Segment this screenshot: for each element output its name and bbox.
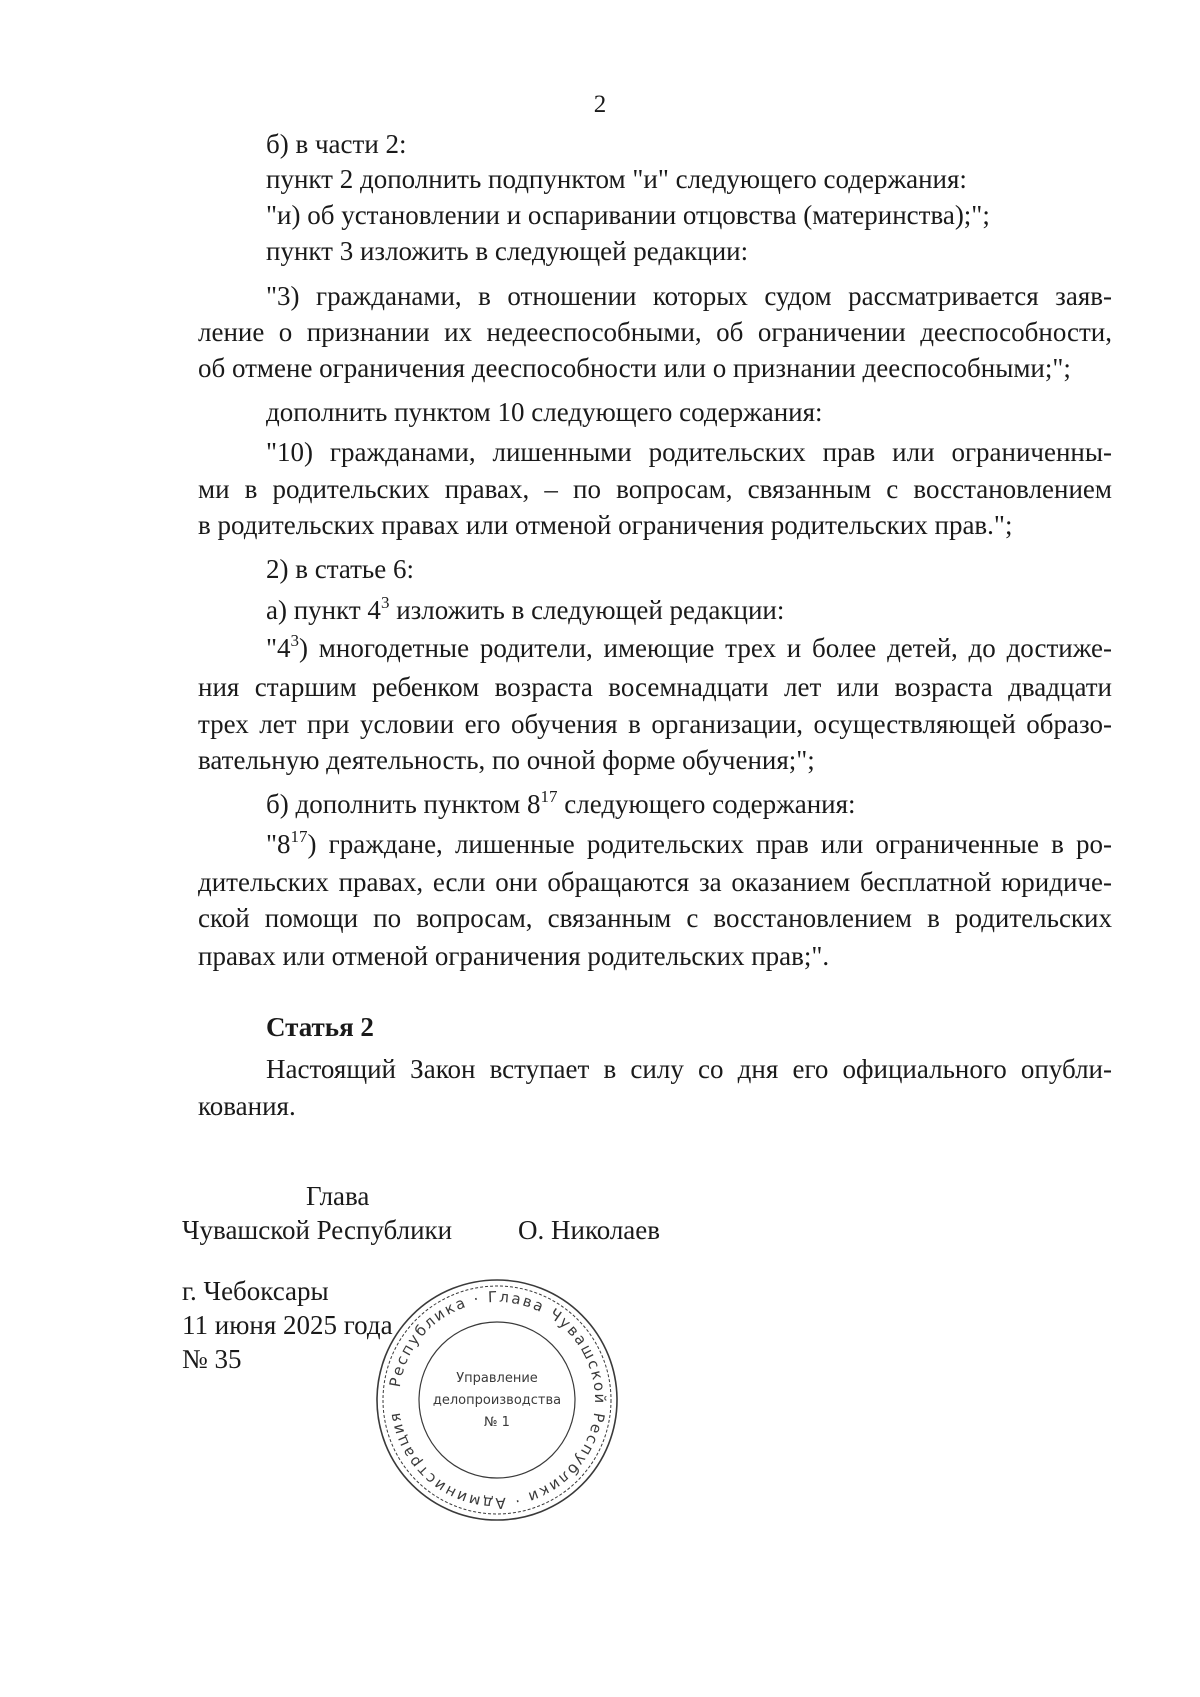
- text-run: следующего содержания:: [557, 789, 856, 819]
- body-line: об отмене ограничения дееспособности или о признании дееспособными;";: [198, 353, 1071, 383]
- signatory-office: Чувашской Республики: [182, 1215, 453, 1245]
- body-line: 2) в статье 6:: [266, 554, 414, 584]
- body-line: [266, 592, 784, 628]
- text-run: ) многодетные родители, имеющие трех и более детей, до достиже-: [299, 633, 1112, 663]
- date: 11 июня 2025 года: [182, 1310, 393, 1340]
- body-line: "10) гражданами, лишенными родительских прав или ограниченны-: [266, 437, 1112, 467]
- body-line: вательную деятельность, по очной форме обучения;";: [198, 745, 815, 775]
- superscript: 3: [380, 593, 390, 612]
- body-line: ми в родительских правах, – по вопросам, связанным с восстановлением: [198, 474, 1112, 504]
- body-line: пункт 2 дополнить подпунктом "и" следующего содержания:: [266, 164, 967, 194]
- signatory-title: Глава: [306, 1181, 370, 1211]
- superscript: 3: [290, 631, 300, 650]
- article-heading: Статья 2: [266, 1012, 374, 1042]
- stamp-center-line: делопроизводства: [432, 1393, 562, 1408]
- body-line: [266, 826, 1112, 862]
- place: г. Чебоксары: [182, 1276, 329, 1306]
- body-line: пункт 3 изложить в следующей редакции:: [266, 236, 749, 266]
- text-run: "4: [266, 633, 291, 663]
- text-run: б) дополнить пунктом 8: [266, 789, 541, 819]
- body-line: Настоящий Закон вступает в силу со дня его официального опубли-: [266, 1054, 1112, 1084]
- body-line: ской помощи по вопросам, связанным с восстановлением в родительских: [198, 903, 1112, 933]
- signatory-name: О. Николаев: [518, 1215, 661, 1245]
- body-line: [266, 630, 1112, 666]
- body-line: ление о признании их недееспособными, об ограничении дееспособности,: [198, 317, 1112, 347]
- body-line: правах или отменой ограничения родительских прав;".: [198, 941, 830, 971]
- body-line: кования.: [198, 1091, 296, 1121]
- body-line: [266, 786, 856, 822]
- superscript: 17: [290, 827, 308, 846]
- body-line: "и) об установлении и оспаривании отцовства (материнства);";: [266, 200, 990, 230]
- body-line: дительских правах, если они обращаются за оказанием бесплатной юридиче-: [198, 867, 1112, 897]
- stamp-center-line: № 1: [484, 1415, 510, 1430]
- stamp-outer-text: Республика · Глава Чувашской Республики · Администрация: [385, 1287, 610, 1513]
- page-number: 2: [593, 91, 607, 118]
- text-run: "8: [266, 829, 291, 859]
- body-line: "3) гражданами, в отношении которых судом рассматривается заяв-: [266, 281, 1112, 311]
- stamp-center-line: Управление: [456, 1371, 538, 1386]
- body-line: б) в части 2:: [266, 129, 407, 159]
- body-line: дополнить пунктом 10 следующего содержания:: [266, 397, 823, 427]
- text-run: изложить в следующей редакции:: [389, 595, 785, 625]
- body-line: в родительских правах или отменой ограничения родительских прав.";: [198, 510, 1013, 540]
- text-run: а) пункт 4: [266, 595, 381, 625]
- body-line: трех лет при условии его обучения в организации, осуществляющей образо-: [198, 709, 1112, 739]
- body-line: ния старшим ребенком возраста восемнадцати лет или возраста двадцати: [198, 672, 1112, 702]
- superscript: 17: [540, 787, 558, 806]
- official-stamp: [372, 1278, 622, 1523]
- text-run: ) граждане, лишенные родительских прав или ограниченные в ро-: [307, 829, 1112, 859]
- law-number: № 35: [182, 1344, 242, 1374]
